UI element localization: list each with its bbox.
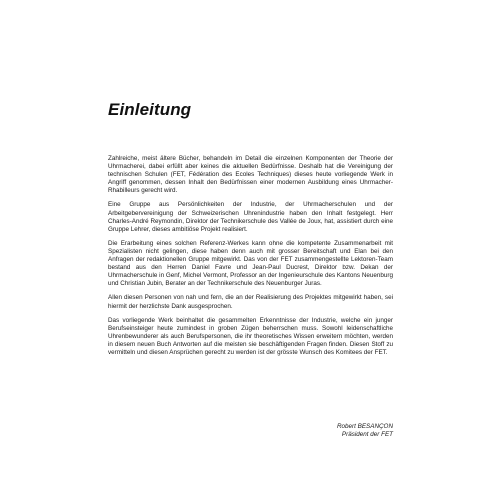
page-title: Einleitung [108,100,192,119]
paragraph: Die Erarbeitung eines solchen Referenz-Werkes kann ohne die kompetente Zusammenarbeit mit Spezialisten nicht gelingen, diese haben denn auch mit grosser Bereitschaft und Elan bei den Anfragen der redaktionellen Gruppe mitgewirkt. Das von der FET zusammengestellte Lektoren-Team bestand aus den Herren Daniel Favre und Jean-Paul Ducrest, Direktor bzw. Dekan der Uhrmacherschule in Genf, Michel Vermont, Professor an der Ingenieurschule des Kantons Neuenburg und Christian Jubin, Berater an der Technikerschule des Neuenburger Juras. [108,239,393,288]
paragraph: Das vorliegende Werk beinhaltet die gesammelten Erkenntnisse der Industrie, welche ein junger Berufseinsteiger heute zumindest in groben Zügen beherrschen muss. Sowohl leidenschaftliche Uhrenbewunderer als auch Berufspersonen, die ihr theoretisches Wissen erweitern möchten, werden in diesem neuen Buch Antworten auf die meisten sie beschäftigenden Fragen finden. Diesen Stoff zu vermitteln und diesen Ansprüchen gerecht zu werden ist der grösste Wunsch des Komitees der FET. [108,316,393,356]
introduction-body [108,155,393,363]
signature-block [337,423,393,439]
paragraph: Eine Gruppe aus Persönlichkeiten der Industrie, der Uhrmacherschulen und der Arbeitgebervereinigung der Schweizerischen Uhrenindustrie haben den Inhalt festgelegt. Herr Charles-André Reymondin, Direktor der Technikerschule des Vallée de Joux, hat, assistiert durch eine Gruppe Lehrer, dieses ambitiöse Projekt realisiert. [108,201,393,233]
paragraph: Zahlreiche, meist ältere Bücher, behandeln im Detail die einzelnen Komponenten der Theorie der Uhrmacherei, dabei erfüllt aber keines die aktuellen Bedürfnisse. Deshalb hat die Vereinigung der technischen Schulen (FET, Fédération des Ecoles Techniques) dieses heute vorliegende Werk in Angriff genommen, dessen Inhalt den Bedürfnissen einer modernen Ausbildung eines Uhrmacher-Rhabilleurs gerecht wird. [108,155,393,195]
paragraph: Allen diesen Personen von nah und fern, die an der Realisierung des Projektes mitgewirkt haben, sei hiermit der herzlichste Dank ausgesprochen. [108,294,393,310]
signature-name: Robert BESANÇON [337,423,393,430]
signature-role: Präsident der FET [341,431,393,439]
